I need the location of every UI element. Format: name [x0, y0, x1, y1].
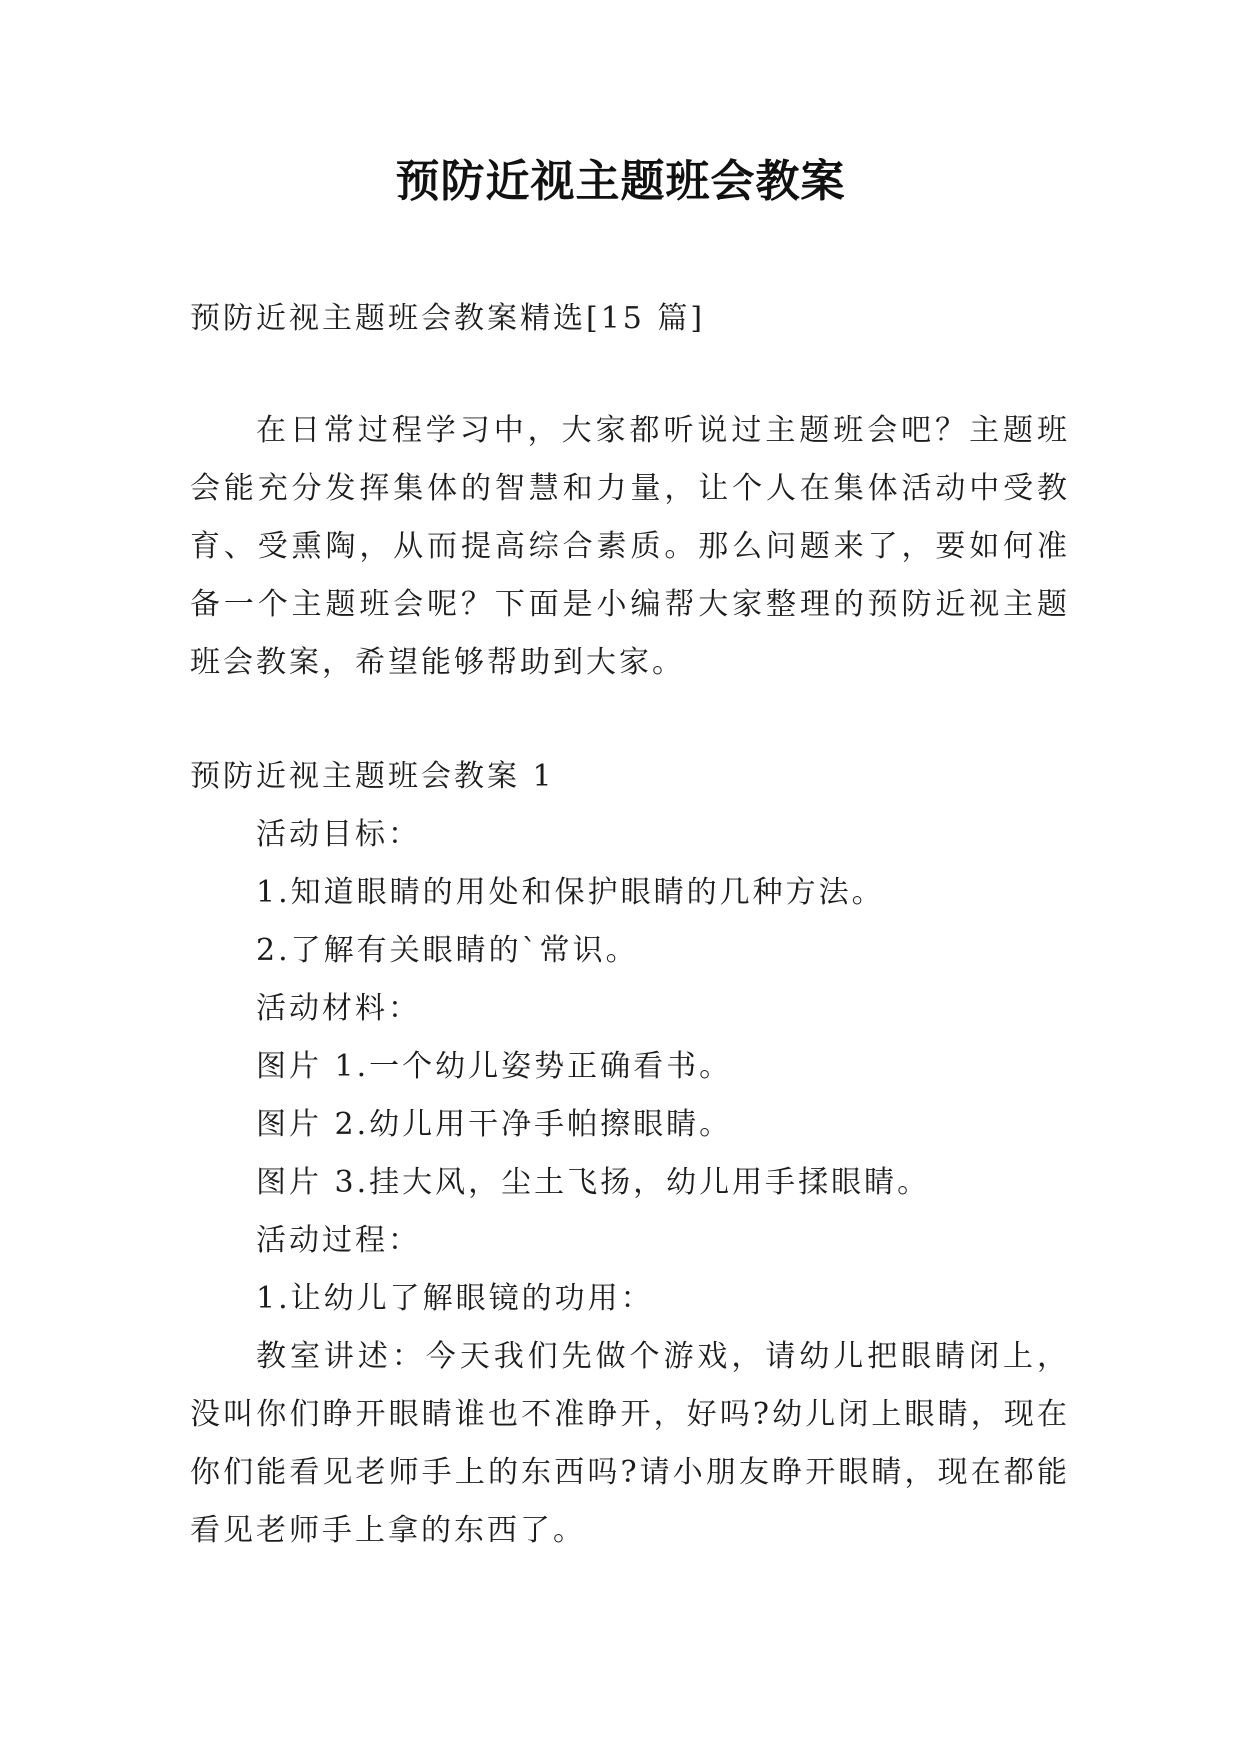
document-body: [190, 290, 1070, 1560]
activity-materials-label: 活动材料：: [256, 991, 421, 1026]
section-heading: 预防近视主题班会教案 1: [190, 759, 555, 794]
material-item-3: 图片 3.挂大风，尘土飞扬，幼儿用手揉眼睛。: [256, 1165, 931, 1200]
document-subtitle: 预防近视主题班会教案精选[15 篇]: [190, 301, 706, 336]
activity-goal-label: 活动目标：: [256, 817, 421, 852]
material-item-2: 图片 2.幼儿用干净手帕擦眼睛。: [256, 1107, 733, 1142]
goal-item-1: 1.知道眼睛的用处和保护眼睛的几种方法。: [256, 875, 885, 910]
material-item-1: 图片 1.一个幼儿姿势正确看书。: [256, 1049, 733, 1084]
goal-item-2: 2.了解有关眼睛的`常识。: [256, 933, 639, 968]
activity-process-label: 活动过程：: [256, 1223, 421, 1258]
teacher-narration-paragraph: 教室讲述：今天我们先做个游戏，请幼儿把眼睛闭上，没叫你们睁开眼睛谁也不准睁开，好吗?幼儿闭上眼睛，现在你们能看见老师手上的东西吗?请小朋友睁开眼睛，现在都能看见老师手上拿的东西了。: [190, 1339, 1070, 1548]
process-step-1: 1.让幼儿了解眼镜的功用：: [256, 1281, 654, 1316]
document-title: 预防近视主题班会教案: [395, 156, 846, 207]
intro-paragraph: 在日常过程学习中，大家都听说过主题班会吧？主题班会能充分发挥集体的智慧和力量，让个人在集体活动中受教育、受熏陶，从而提高综合素质。那么问题来了，要如何准备一个主题班会呢？下面是小编帮大家整理的预防近视主题班会教案，希望能够帮助到大家。: [190, 413, 1070, 680]
